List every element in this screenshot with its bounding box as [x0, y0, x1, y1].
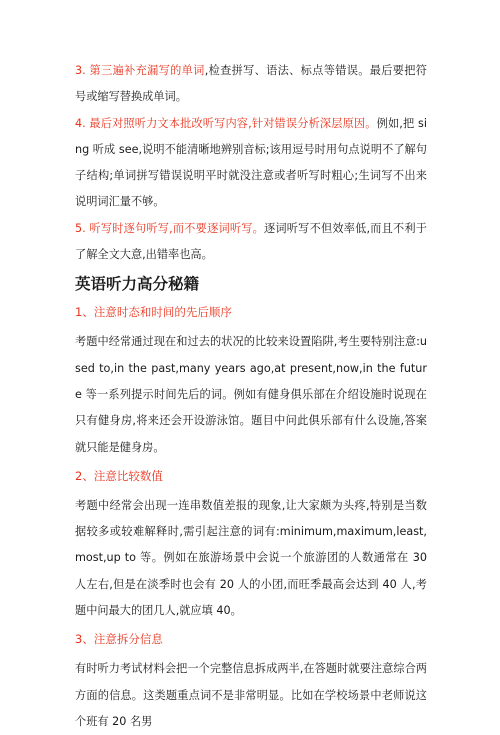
- section-title: 英语听力高分秘籍: [75, 275, 200, 294]
- tip-item-5-text: 逐词听写不但效率低,而且不利于了解全文大意,出错率也高。: [75, 221, 427, 262]
- tip-item-3-emphasis: 3. 第三遍补充漏写的单词: [75, 64, 205, 77]
- tip-heading-3: 3、注意拆分信息: [75, 632, 163, 647]
- tip-body-2: 考题中经常会出现一连串数值差报的现象,让大家颇为头疼,特别是当数据较多或较难解释时,需引起注意的词有:minimum,maximum,least,most,up to 等。例如在旅游场景中会说一个旅游团的人数通常在 30 人左右,但是在淡季时也会有 20 人的小团,而旺季最高会达到 40 人,考题中问最大的团几人,就应填 40。: [75, 498, 427, 618]
- tip-heading-1: 1、注意时态和时间的先后顺序: [75, 305, 232, 320]
- tip-item-3: [75, 58, 427, 111]
- tip-item-4: [75, 111, 427, 216]
- tip-item-5: [75, 216, 427, 269]
- tip-body-3: 有时听力考试材料会把一个完整信息拆成两半,在答题时就要注意综合两方面的信息。这类题重点词不是非常明显。比如在学校场景中老师说这个班有 20 名男: [75, 662, 427, 728]
- tip-body-1: 考题中经常通过现在和过去的状况的比较来设置陷阱,考生要特别注意:used to,in the past,many years ago,at present,now,in the future 等一系列提示时间先后的词。例如有健身俱乐部在介绍设施时说现在只有健身房,将来还会开设游泳馆。题目中问此俱乐部有什么设施,答案就只能是健身房。: [75, 335, 427, 454]
- tip-item-5-emphasis: 5. 听写时逐句听写,而不要逐词听写。: [75, 221, 265, 235]
- tip-item-3-text: ,检查拼写、语法、标点等错误。最后要把符号或缩写替换成单词。: [75, 64, 427, 104]
- document-page: [75, 58, 427, 735]
- tip-item-4-text: 例如,把 sing 听成 see,说明不能清晰地辨别音标;该用逗号时用句点说明不了解句子结构;单词拼写错误说明平时就没注意或者听写时粗心;生词写不出来说明词汇量不够。: [75, 116, 427, 209]
- tip-heading-2: 2、注意比较数值: [75, 468, 163, 483]
- tip-item-4-emphasis: 4. 最后对照听力文本批改听写内容,针对错误分析深层原因。: [75, 116, 377, 130]
